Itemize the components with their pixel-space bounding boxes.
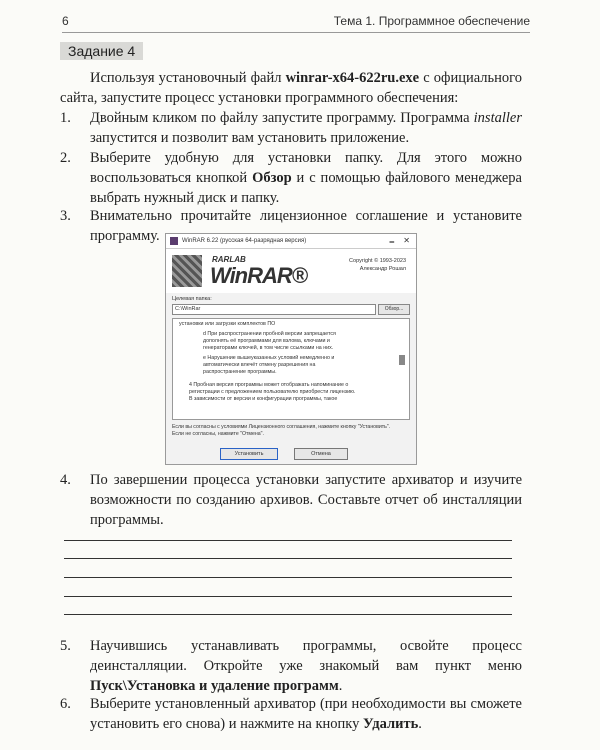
- rarlab-label: RARLAB: [212, 255, 246, 264]
- license-text-box[interactable]: установки или загрузки комплектов ПО d При распространении пробной версии запрещается дополнять её программами для взлома, ключами и генераторами ключей, в том числе ссылками на них. e Нарушение вышеуказанных условий немедленно и автоматически влечёт отмену разрешения на распространение программы. 4 Пробная версия программы может отображать напоминание о регистрации с предложением пользователю приобрести лицензию. В зависимости от версии и конфигурации программы, такое: [172, 318, 410, 420]
- destination-folder-input[interactable]: C:\WinRar: [172, 304, 376, 315]
- folder-label: Целевая папка:: [172, 296, 212, 302]
- agreement-note: Если вы согласны с условиями Лицензионного соглашения, нажмите кнопку "Установить". Если не согласны, нажмите "Отмена".: [172, 424, 391, 437]
- page-header: [62, 14, 530, 32]
- winrar-logo-icon: [172, 255, 202, 287]
- task-title: Задание 4: [60, 42, 143, 60]
- minimize-icon[interactable]: ‗: [389, 234, 394, 243]
- step-6: 6. Выберите установленный архиватор (при необходимости вы сможете установить его снова) и нажмите на кнопку Удалить.: [60, 696, 522, 732]
- winrar-installer-screenshot: [165, 233, 417, 465]
- header-divider: [62, 32, 530, 33]
- answer-line[interactable]: [64, 596, 512, 597]
- running-title: Тема 1. Программное обеспечение: [333, 14, 530, 28]
- step-5: 5. Научившись устанавливать программы, освойте процесс деинсталляции. Откройте уже знакомый вам пункт меню Пуск\Установка и удаление программ.: [60, 638, 522, 694]
- copyright: Copyright © 1993-2023 Александр Рошал: [349, 258, 406, 272]
- installer-filename: winrar-x64-622ru.exe: [285, 70, 420, 86]
- installer-titlebar: WinRAR 6.22 (русская 64-разрядная версия) ‗ ✕: [166, 234, 416, 249]
- browse-button[interactable]: Обзор...: [378, 304, 410, 315]
- task-intro: Используя установочный файл winrar-x64-622ru.exe с официального сайта, запустите процесс установки программного обеспечения:: [60, 70, 522, 106]
- step-2: 2. Выберите удобную для установки папку. Для этого можно воспользоваться кнопкой Обзор и с помощью файлового менеджера выбрать нужный диск и папку.: [60, 150, 522, 206]
- answer-line[interactable]: [64, 614, 512, 615]
- answer-line[interactable]: [64, 540, 512, 541]
- winrar-app-icon: [170, 237, 178, 245]
- answer-line[interactable]: [64, 558, 512, 559]
- install-button[interactable]: Установить: [220, 448, 278, 460]
- winrar-wordmark: WinRAR®: [210, 263, 307, 288]
- cancel-button[interactable]: Отмена: [294, 448, 348, 460]
- step-4: 4. По завершении процесса установки запустите архиватор и изучите возможности по созданию архивов. Составьте отчет об инсталляции программы.: [60, 472, 522, 528]
- page-number: 6: [62, 14, 69, 28]
- installer-banner: [166, 249, 416, 293]
- step-3: 3. Внимательно прочитайте лицензионное соглашение и установите программу.: [60, 208, 522, 244]
- answer-line[interactable]: [64, 577, 512, 578]
- step-1: 1. Двойным кликом по файлу запустите программу. Программа installer запустится и позволит вам установить приложение.: [60, 110, 522, 146]
- close-icon[interactable]: ✕: [403, 236, 410, 245]
- license-scrollbar[interactable]: [399, 355, 405, 365]
